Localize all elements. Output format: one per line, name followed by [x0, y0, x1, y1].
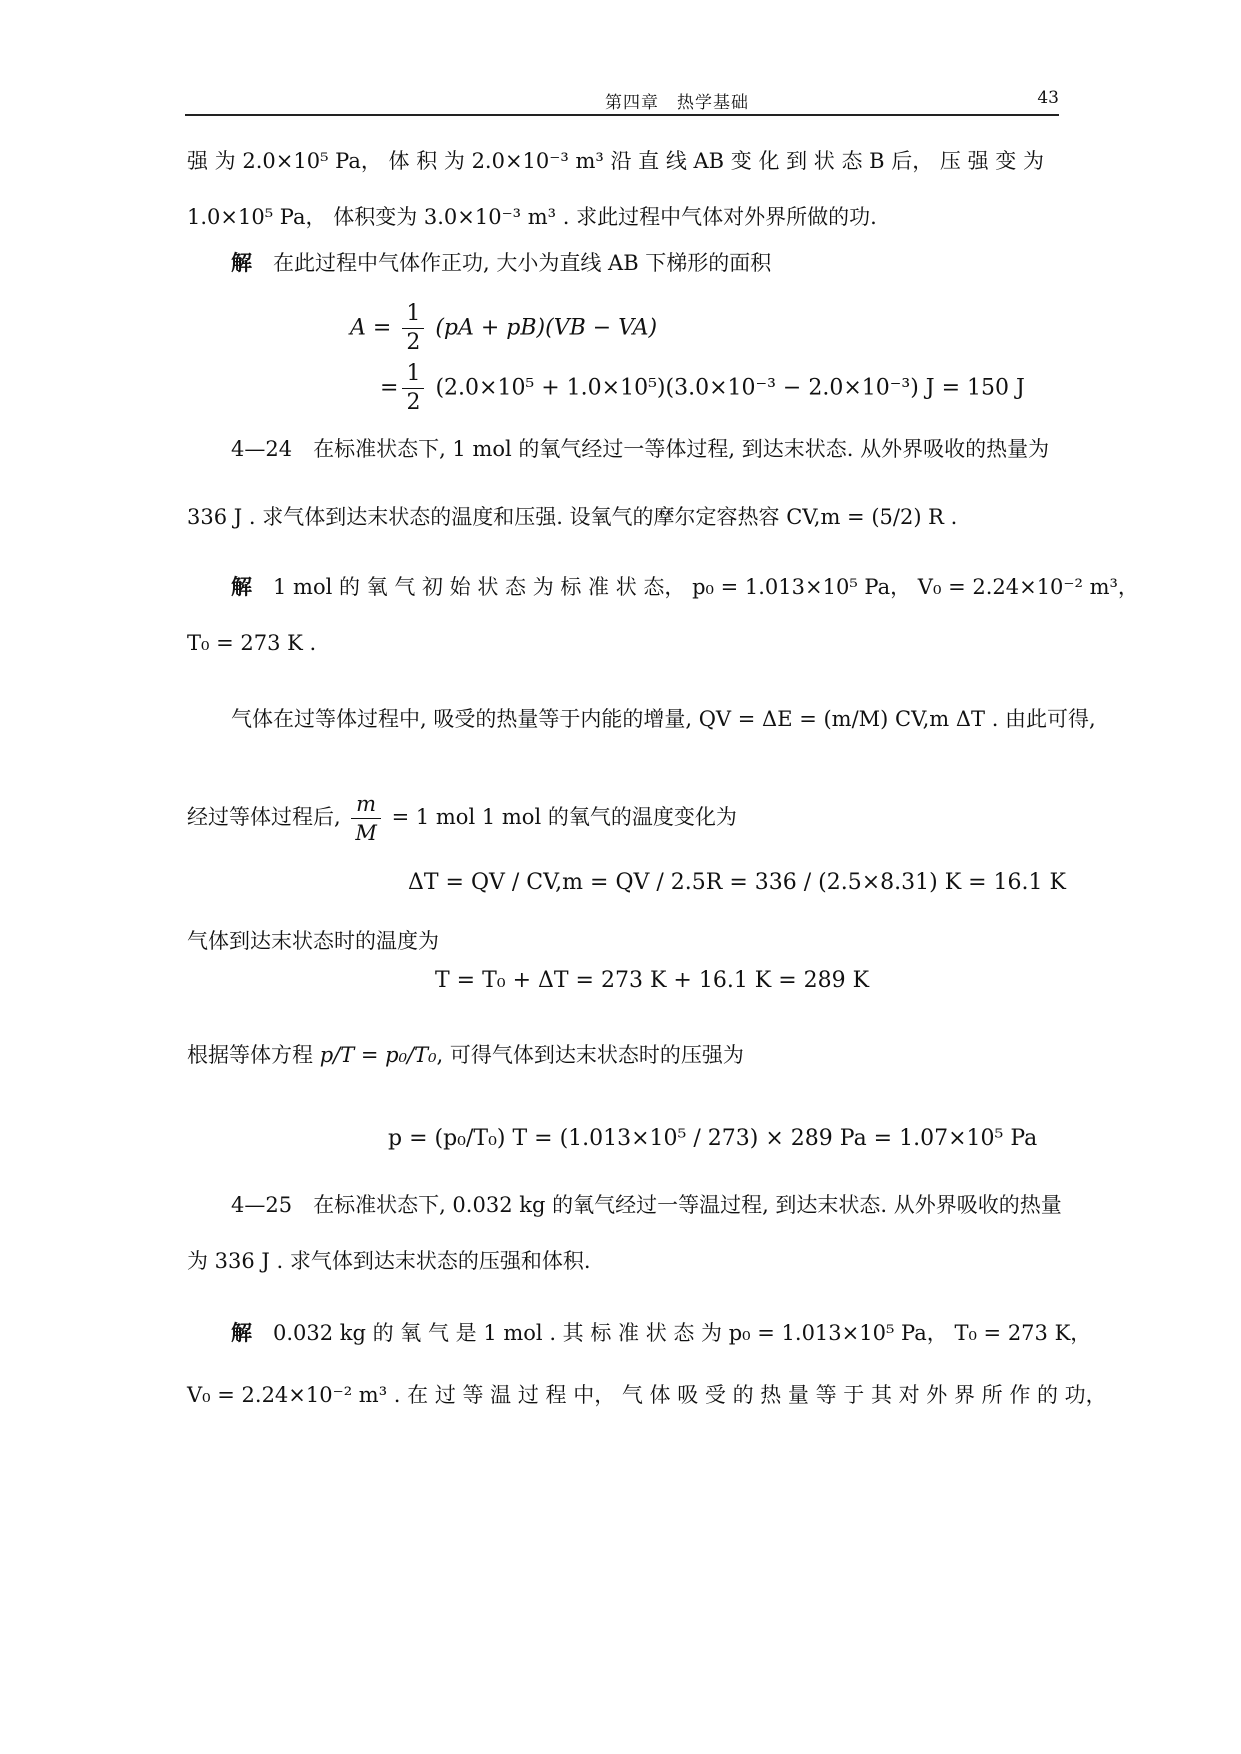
page-header — [185, 86, 1059, 116]
solution-line — [231, 1318, 1091, 1348]
text-line — [231, 704, 1096, 734]
text-span: 1 mol 的 氧 气 初 始 状 态 为 标 准 状 态， p₀ = 1.013×10⁵ Pa， V₀ = 2.24×10⁻² m³， — [273, 575, 1139, 599]
chapter-title: 第四章 热学基础 — [605, 93, 749, 113]
solution-line — [231, 248, 771, 278]
eq-text: A = — [350, 315, 392, 341]
text-span: 336 J . 求气体到达末状态的温度和压强. 设氧气的摩尔定容热容 C — [187, 505, 803, 529]
problem-4-25: 4—25 在标准状态下, 0.032 kg 的氧气经过一等温过程, 到达末状态. 从外界吸收的热量 — [231, 1193, 1062, 1217]
text-line: 为 336 J . 求气体到达末状态的压强和体积. — [187, 1249, 591, 1273]
solution-label: 解 — [231, 1320, 252, 1345]
eq-text: = 1 mol — [391, 805, 476, 829]
text-line: 1.0×10⁵ Pa， 体积变为 3.0×10⁻³ m³ . 求此过程中气体对外界所做的功. — [187, 205, 877, 229]
text-line: 气体到达末状态时的温度为 — [187, 929, 439, 953]
eq-text: (pA + pB)(VB − VA) — [435, 315, 658, 341]
text-line: T₀ = 273 K . — [187, 631, 317, 655]
text-span: , 可得气体到达末状态时的压强为 — [436, 1043, 744, 1067]
equation-p-final: p = (p₀/T₀) T = (1.013×10⁵ / 273) × 289 Pa = 1.07×10⁵ Pa — [388, 1126, 1038, 1151]
equation-delta-t: ΔT = QV / CV,m = QV / 2.5R = 336 / (2.5×8.31) K = 16.1 K — [408, 870, 1066, 895]
text-span: 经过等体过程后, — [187, 805, 341, 829]
eq-text: V = ΔE = (m/M) CV,m ΔT . 由此可得, — [715, 707, 1096, 731]
text-line: 强 为 2.0×10⁵ Pa， 体 积 为 2.0×10⁻³ m³ 沿 直 线 AB 变 化 到 状 态 B 后， 压 强 变 为 — [187, 149, 1044, 173]
eq-text: V,m = (5/2) R . — [802, 505, 958, 529]
eq-text: (2.0×10⁵ + 1.0×10⁵)(3.0×10⁻³ − 2.0×10⁻³) J = 150 J — [435, 375, 1025, 401]
text-line — [187, 502, 957, 532]
solution-line — [231, 572, 1139, 602]
equation-t-final: T = T₀ + ΔT = 273 K + 16.1 K = 289 K — [435, 968, 870, 993]
text-line: V₀ = 2.24×10⁻² m³ . 在 过 等 温 过 程 中， 气 体 吸 受 的 热 量 等 于 其 对 外 界 所 作 的 功， — [187, 1383, 1107, 1407]
fraction: $\frac{m}{M}$ — [351, 790, 381, 847]
fraction: $\frac{1}{2}$ — [402, 360, 424, 417]
text-span: 气体在过等体过程中, 吸受的热量等于内能的增量, Q — [231, 707, 716, 731]
fraction: $\frac{1}{2}$ — [402, 300, 424, 357]
problem-4-24: 4—24 在标准状态下, 1 mol 的氧气经过一等体过程, 到达末状态. 从外界吸收的热量为 — [231, 437, 1050, 461]
text-span: 0.032 kg 的 氧 气 是 1 mol . 其 标 准 状 态 为 p₀ = 1.013×10⁵ Pa， T₀ = 273 K， — [273, 1321, 1092, 1345]
solution-label: 解 — [231, 574, 252, 599]
text-span: 在此过程中气体作正功, 大小为直线 AB 下梯形的面积 — [273, 251, 772, 275]
text-span: 根据等体方程 — [187, 1043, 313, 1067]
text-line — [187, 1040, 744, 1070]
page-number: 43 — [1037, 88, 1059, 108]
solution-label: 解 — [231, 250, 252, 275]
text-span: 1 mol 的氧气的温度变化为 — [481, 805, 737, 829]
equation-work — [350, 300, 657, 357]
text-line — [187, 790, 737, 847]
equation-work-values: = $\frac{1}{2}$ (2.0×10⁵ + 1.0×10⁵)(3.0×10⁻³ − 2.0×10⁻³) J = 150 J — [380, 361, 1025, 415]
eq-text: p/T = p₀/T₀ — [319, 1043, 437, 1067]
